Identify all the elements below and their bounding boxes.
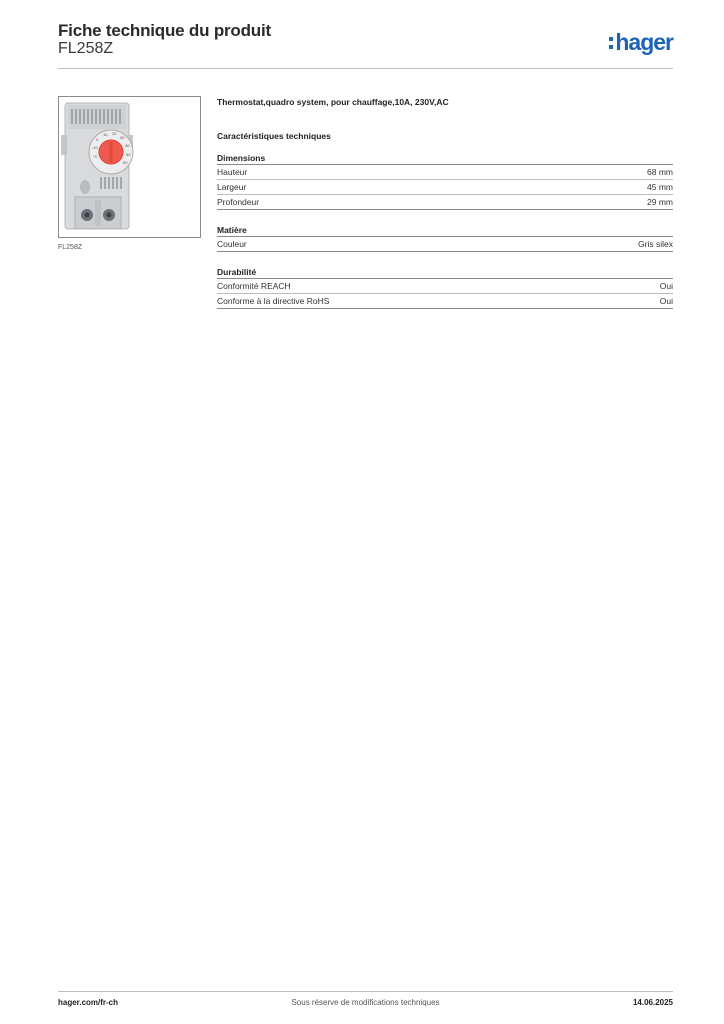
spec-group-material	[217, 224, 673, 252]
svg-text:-10: -10	[92, 145, 98, 150]
spec-value: Oui	[659, 281, 673, 291]
spec-group-dimensions	[217, 152, 673, 210]
svg-text:50: 50	[126, 152, 131, 157]
spec-label: Largeur	[217, 182, 247, 192]
svg-text:10: 10	[103, 132, 108, 137]
page-header	[58, 21, 673, 69]
spec-label: Conforme à la directive RoHS	[217, 296, 330, 306]
svg-text:°C: °C	[93, 154, 98, 159]
spec-row	[217, 195, 673, 210]
spec-group-durability	[217, 266, 673, 309]
spec-row	[217, 294, 673, 309]
spec-label: Hauteur	[217, 167, 248, 177]
spec-row	[217, 279, 673, 294]
thermostat-product-image	[59, 97, 200, 237]
spec-value: 68 mm	[647, 167, 673, 177]
svg-text:40: 40	[125, 143, 130, 148]
hager-logo[interactable]	[609, 29, 673, 55]
product-description: Thermostat,quadro system, pour chauffage,10A, 230V,AC	[217, 97, 449, 107]
spec-label: Conformité REACH	[217, 281, 291, 291]
spec-group-title: Durabilité	[217, 266, 673, 279]
footer-website-link[interactable]: hager.com/fr-ch	[58, 998, 119, 1007]
spec-label: Profondeur	[217, 197, 260, 207]
document-title: Fiche technique du produit	[58, 21, 271, 40]
spec-value: 45 mm	[647, 182, 673, 192]
logo-text: hager	[615, 28, 673, 55]
spec-row	[217, 237, 673, 252]
logo-dots-icon	[609, 37, 613, 49]
product-image-frame	[58, 96, 201, 238]
product-details	[217, 96, 673, 309]
svg-text:60: 60	[123, 160, 128, 165]
image-caption: FL258Z	[58, 244, 83, 251]
spec-group-title: Matière	[217, 224, 673, 237]
specs-section-title: Caractéristiques techniques	[217, 131, 331, 141]
svg-text:20: 20	[112, 131, 117, 136]
spec-row	[217, 165, 673, 180]
spec-value: Oui	[659, 296, 673, 306]
spec-value: 29 mm	[647, 197, 673, 207]
spec-value: Gris silex	[638, 239, 673, 249]
spec-row	[217, 180, 673, 195]
spec-group-title: Dimensions	[217, 152, 673, 165]
footer-date: 14.06.2025	[632, 998, 673, 1007]
product-reference: FL258Z	[58, 40, 114, 57]
page-footer	[58, 991, 673, 1013]
svg-text:30: 30	[120, 135, 125, 140]
spec-label: Couleur	[217, 239, 247, 249]
footer-notice: Sous réserve de modifications techniques	[291, 998, 440, 1007]
svg-text:0: 0	[96, 137, 99, 142]
